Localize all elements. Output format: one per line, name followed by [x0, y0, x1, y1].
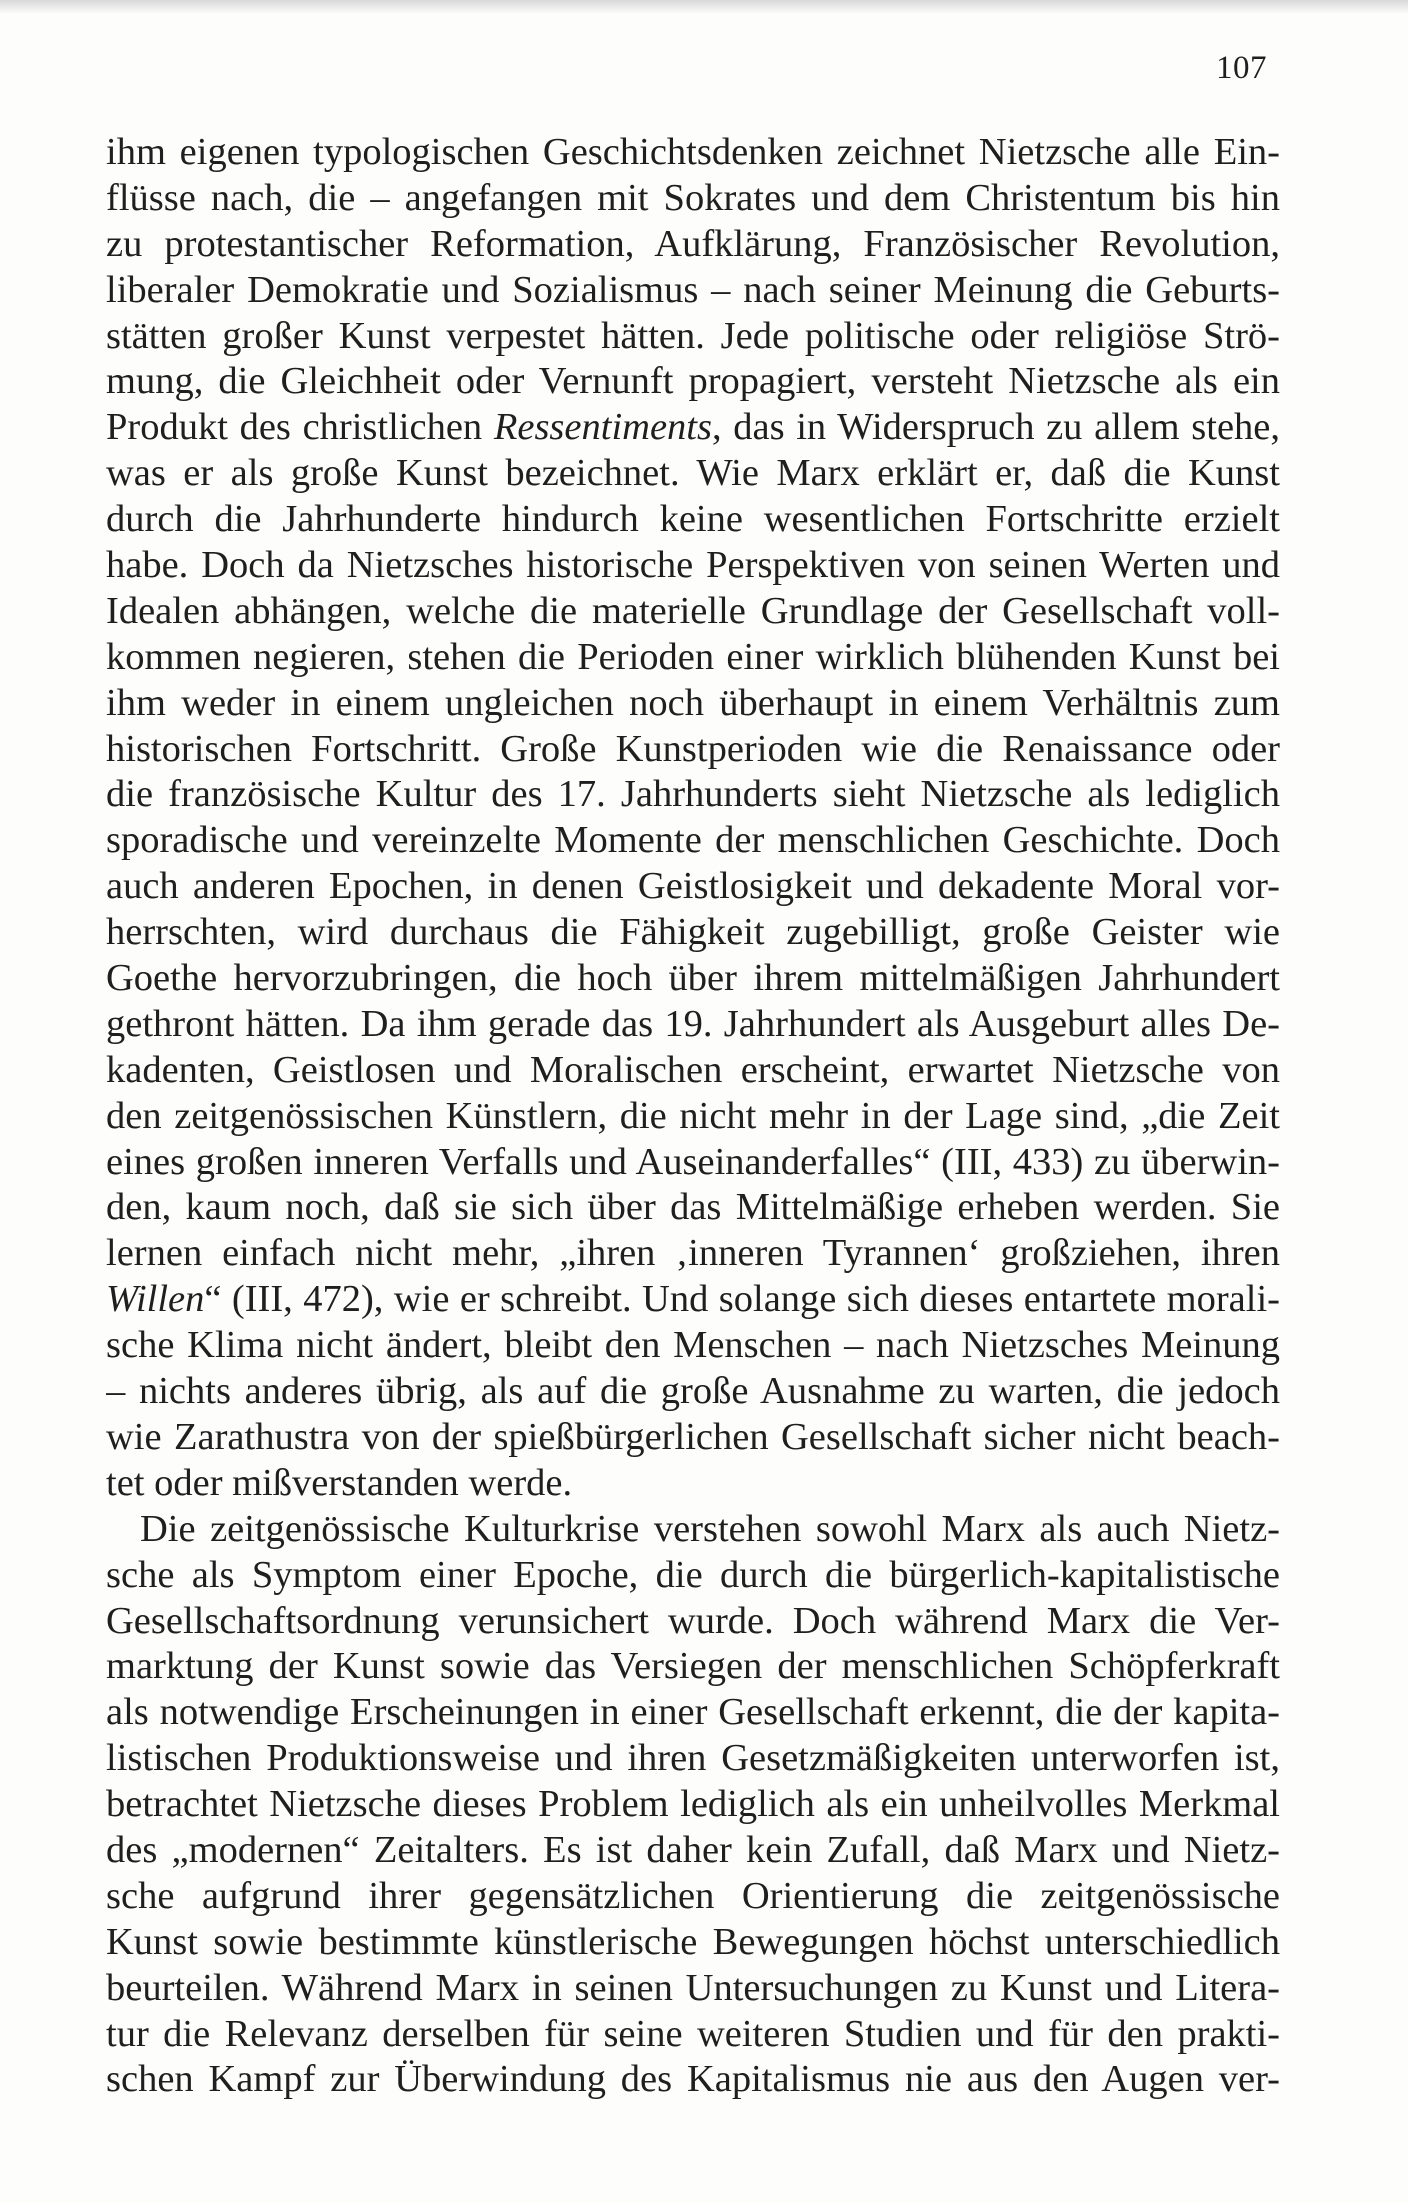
text-fragment: Produkt des christlichen: [106, 406, 494, 449]
text-line: flüsse nach, die – angefangen mit Sokrates und dem Christentum bis hin: [106, 176, 1280, 219]
text-line: was er als große Kunst bezeichnet. Wie Marx erklärt er, daß die Kunst: [106, 452, 1280, 495]
italic-term: Ressentiments: [493, 406, 712, 449]
text-line: Kunst sowie bestimmte künstlerische Bewegungen höchst unterschiedlich: [106, 1920, 1280, 1963]
paragraph-last-line: tet oder mißverstanden werde.: [106, 1461, 573, 1504]
text-line: zu protestantischer Reformation, Aufklärung, Französischer Revolution,: [106, 222, 1280, 265]
text-line: den, kaum noch, daß sie sich über das Mittelmäßige erheben werden. Sie: [106, 1186, 1280, 1229]
text-line: mung, die Gleichheit oder Vernunft propagiert, versteht Nietzsche als ein: [106, 360, 1280, 403]
text-line: des „modernen“ Zeitalters. Es ist daher kein Zufall, daß Marx und Nietz-: [106, 1828, 1280, 1871]
text-line: Idealen abhängen, welche die materielle Grundlage der Gesellschaft voll-: [106, 589, 1280, 632]
text-line: sche als Symptom einer Epoche, die durch die bürgerlich-kapitalistische: [106, 1553, 1280, 1596]
text-line: stätten großer Kunst verpestet hätten. Jede politische oder religiöse Strö-: [106, 314, 1280, 357]
italic-term: Willen: [106, 1278, 205, 1321]
text-line: kommen negieren, stehen die Perioden einer wirklich blühenden Kunst bei: [106, 635, 1280, 678]
text-line: den zeitgenössischen Künstlern, die nicht mehr in der Lage sind, „die Zeit: [106, 1094, 1280, 1137]
text-line: kadenten, Geistlosen und Moralischen erscheint, erwartet Nietzsche von: [106, 1048, 1280, 1091]
text-line: Goethe hervorzubringen, die hoch über ihrem mittelmäßigen Jahrhundert: [106, 957, 1280, 1000]
text-line: tur die Relevanz derselben für seine weiteren Studien und für den prakti-: [106, 2012, 1280, 2055]
paragraph-first-line: Die zeitgenössische Kulturkrise verstehen sowohl Marx als auch Nietz-: [140, 1507, 1280, 1550]
text-line: beurteilen. Während Marx in seinen Untersuchungen zu Kunst und Litera-: [106, 1966, 1280, 2009]
text-line: sche Klima nicht ändert, bleibt den Menschen – nach Nietzsches Meinung: [106, 1324, 1280, 1367]
text-line: betrachtet Nietzsche dieses Problem lediglich als ein unheilvolles Merkmal: [106, 1783, 1280, 1826]
text-line: – nichts anderes übrig, als auf die große Ausnahme zu warten, die jedoch: [106, 1370, 1280, 1413]
page-number: 107: [1216, 50, 1267, 86]
text-fragment: , das in Widerspruch zu allem stehe,: [711, 406, 1280, 449]
text-line: marktung der Kunst sowie das Versiegen der menschlichen Schöpferkraft: [106, 1645, 1280, 1688]
text-line: auch anderen Epochen, in denen Geistlosigkeit und dekadente Moral vor-: [106, 865, 1280, 908]
text-line: gethront hätten. Da ihm gerade das 19. Jahrhundert als Ausgeburt alles De-: [106, 1002, 1280, 1045]
text-line: Gesellschaftsordnung verunsichert wurde. Doch während Marx die Ver-: [106, 1599, 1280, 1642]
text-line: durch die Jahrhunderte hindurch keine wesentlichen Fortschritte erzielt: [106, 498, 1280, 541]
text-line: wie Zarathustra von der spießbürgerlichen Gesellschaft sicher nicht beach-: [106, 1415, 1280, 1458]
scan-top-edge: [0, 0, 1408, 14]
text-line: ihm weder in einem ungleichen noch überhaupt in einem Verhältnis zum: [106, 681, 1280, 724]
text-line: lernen einfach nicht mehr, „ihren ‚inneren Tyrannen‘ großziehen, ihren: [106, 1232, 1280, 1275]
text-line: listischen Produktionsweise und ihren Gesetzmäßigkeiten unterworfen ist,: [106, 1737, 1280, 1780]
text-line: als notwendige Erscheinungen in einer Gesellschaft erkennt, die der kapita-: [106, 1691, 1280, 1734]
text-fragment: “ (III, 472), wie er schreibt. Und solange sich dieses entartete morali-: [204, 1278, 1280, 1321]
text-line: schen Kampf zur Überwindung des Kapitalismus nie aus den Augen ver-: [106, 2058, 1280, 2101]
text-line: historischen Fortschritt. Große Kunstperioden wie die Renaissance oder: [106, 727, 1280, 770]
body-text: [106, 130, 1280, 2103]
text-line: ihm eigenen typologischen Geschichtsdenken zeichnet Nietzsche alle Ein-: [106, 131, 1280, 173]
text-line: sporadische und vereinzelte Momente der menschlichen Geschichte. Doch: [106, 819, 1280, 862]
text-line: [106, 1277, 1280, 1323]
text-line: [106, 405, 1280, 451]
text-line: eines großen inneren Verfalls und Auseinanderfalles“ (III, 433) zu überwin-: [106, 1140, 1280, 1183]
text-line: sche aufgrund ihrer gegensätzlichen Orientierung die zeitgenössische: [106, 1874, 1280, 1917]
text-line: liberaler Demokratie und Sozialismus – nach seiner Meinung die Geburts-: [106, 268, 1280, 311]
text-line: die französische Kultur des 17. Jahrhunderts sieht Nietzsche als lediglich: [106, 773, 1280, 816]
text-line: herrschten, wird durchaus die Fähigkeit zugebilligt, große Geister wie: [106, 911, 1280, 954]
text-line: habe. Doch da Nietzsches historische Perspektiven von seinen Werten und: [106, 544, 1280, 587]
